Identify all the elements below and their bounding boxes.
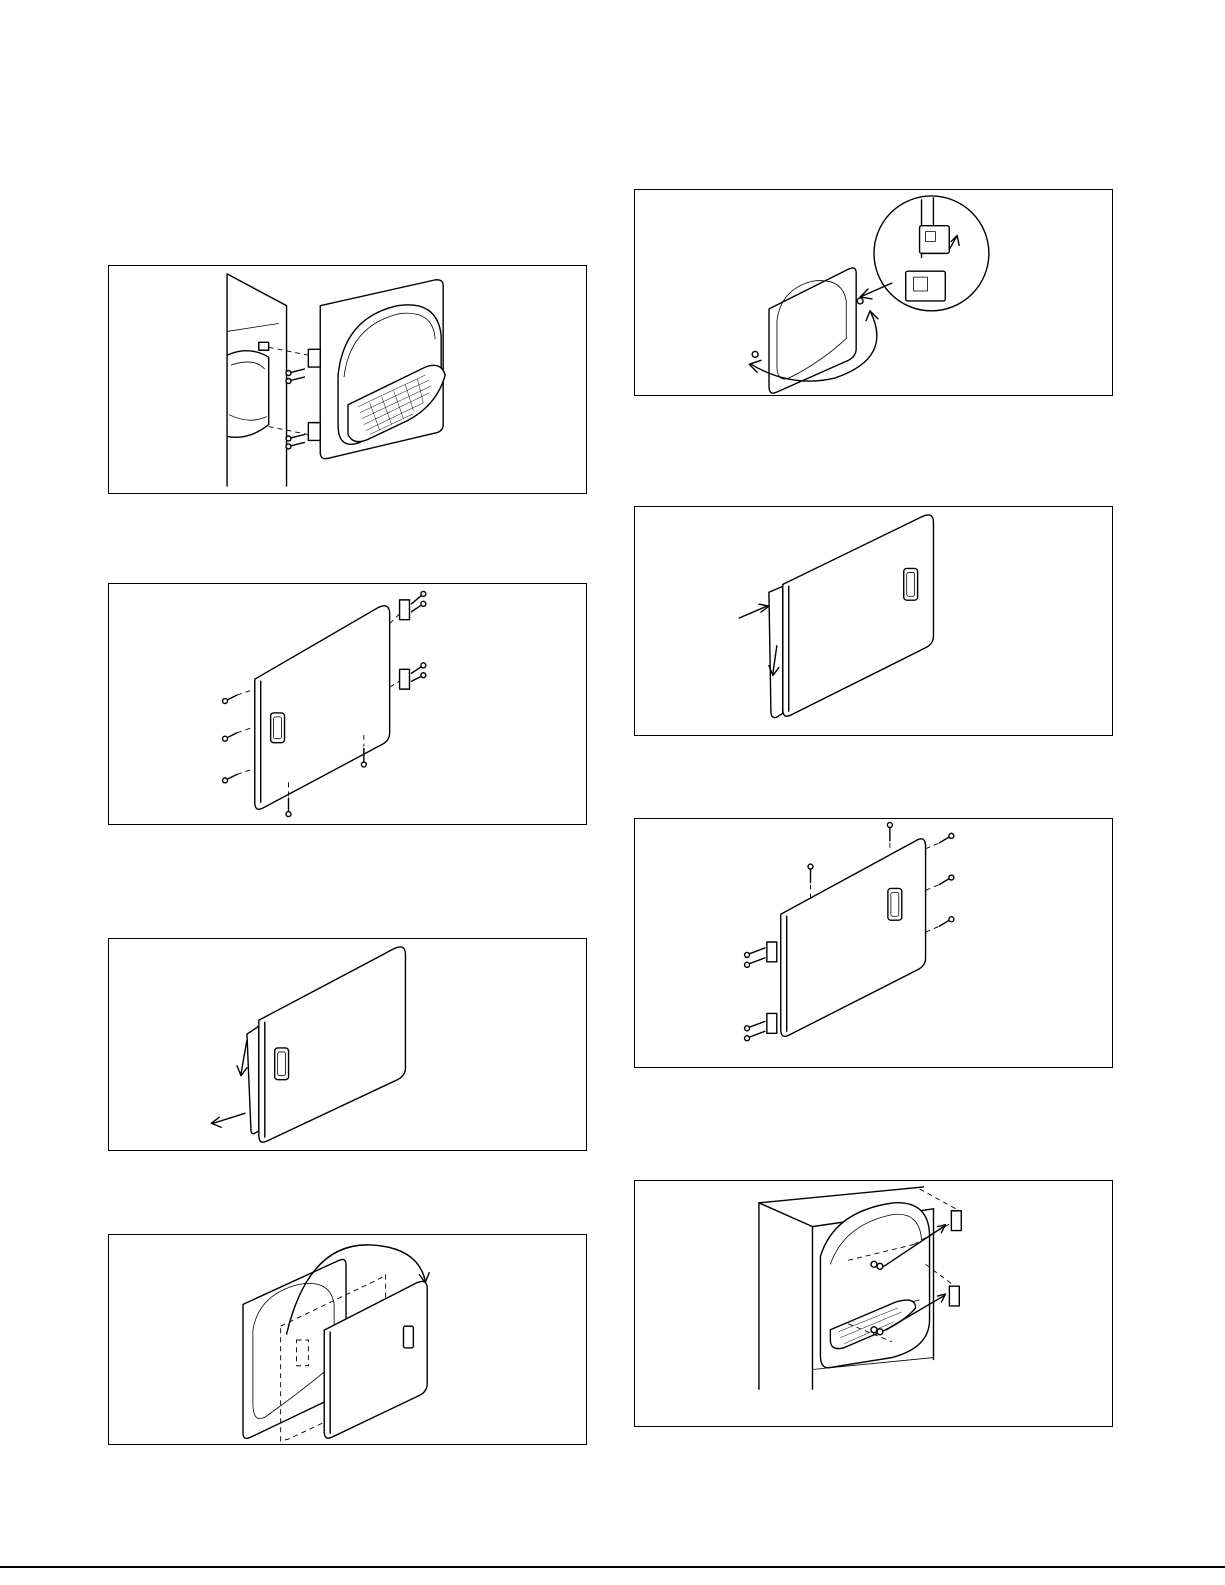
hinge-icon xyxy=(400,600,410,689)
door-separate-illustration xyxy=(109,939,586,1150)
hinge-icon xyxy=(767,942,777,1033)
door-flip-illustration xyxy=(109,1235,586,1444)
illustration-panel-1 xyxy=(108,265,587,494)
door-hinge-reinstall-illustration xyxy=(635,819,1112,1067)
door-reassemble-illustration xyxy=(635,507,1112,735)
screw-icon xyxy=(286,369,304,449)
footer-rule xyxy=(0,1566,1225,1568)
illustration-panel-5 xyxy=(634,189,1113,396)
illustration-panel-3 xyxy=(108,938,587,1151)
illustration-panel-4 xyxy=(108,1234,587,1445)
illustration-panel-7 xyxy=(634,818,1113,1068)
hinge-icon xyxy=(949,1211,961,1306)
dryer-door-mount-illustration xyxy=(635,1181,1112,1426)
door-latch-detail-illustration xyxy=(635,190,1112,395)
illustration-panel-8 xyxy=(634,1180,1113,1427)
door-hinge-screws-illustration xyxy=(109,584,586,824)
arrow-icon xyxy=(211,1040,247,1127)
illustration-panel-2 xyxy=(108,583,587,825)
illustration-panel-6 xyxy=(634,506,1113,736)
hinge-door-removal-illustration xyxy=(109,266,586,493)
